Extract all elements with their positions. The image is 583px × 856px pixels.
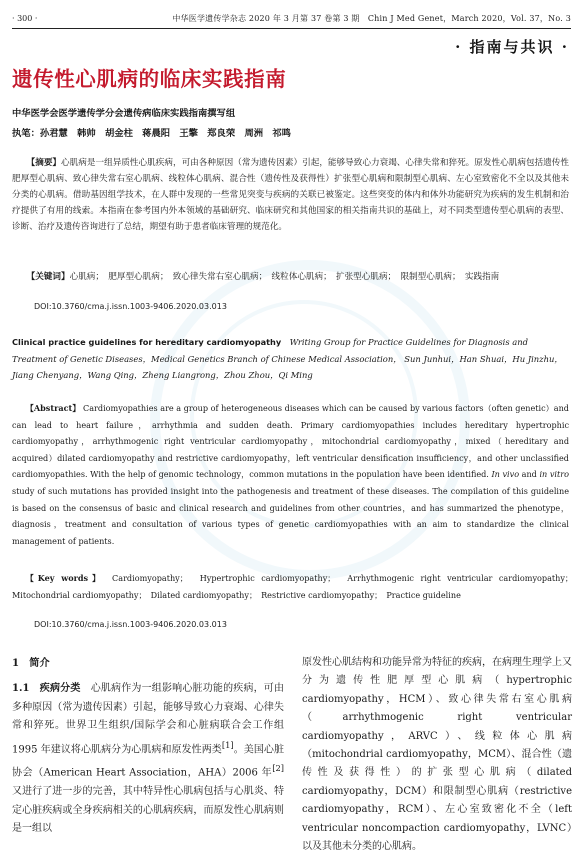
keywords-cn-text: 心肌病； 肥厚型心肌病； 致心律失常右室心肌病； 线粒体心肌病； 扩张型心肌病； 限制型心肌病； 实践指南	[69, 272, 500, 282]
section-tag: · 指南与共识 ·	[455, 38, 569, 56]
page-number: · 300 ·	[12, 13, 38, 23]
running-header	[12, 11, 571, 25]
authors-label: 执笔：	[12, 128, 40, 139]
authors-names: 孙君慧 韩帅 胡金柱 蒋晨阳 王擎 郑良荣 周洲 祁鸣	[39, 128, 291, 139]
section-heading: 1 简介	[12, 657, 50, 669]
para-text-c: 又进行了进一步的完善，其中特异性心肌病包括与心肌炎、特定心脏疾病或全身疾病相关的心肌病疾病，而原发性心肌病则是一组以	[12, 786, 284, 834]
body-column-right	[302, 654, 572, 856]
english-title: Clinical practice guidelines for hereditary cardiomyopathy	[12, 337, 282, 347]
keywords-chinese	[12, 269, 569, 286]
abstract-en-text-1: Cardiomyopathies are a group of heterogeneous diseases which can be caused by various factors（often genetic）and can lead to heart failure，arrhythmia and sudden death. Primary cardiomyopathies includes hereditary hypertrophic cardiomyopathy，arrhythmogenic right ventricular cardiomyopathy，mitochondrial cardiomyopathy，mixed（hereditary and acquired）dilated cardiomyopathy and restrictive cardiomyopathy，left ventricular densification insufficiency，and other unclassified cardiomyopathies. With the help of genomic technology，common mutations in the population have been identified.	[12, 403, 569, 480]
doi-chinese[interactable]: DOI:10.3760/cma.j.issn.1003-9406.2020.03.013	[34, 302, 227, 311]
english-title-block	[12, 334, 569, 384]
citation-ref-2[interactable]: [2]	[272, 763, 284, 774]
abstract-cn-label: 【摘要】	[26, 158, 62, 168]
subsection-label: 1.1 疾病分类	[12, 683, 81, 695]
abstract-cn-text: 心肌病是一组异质性心肌疾病，可由各种原因（常为遗传因素）引起，能够导致心力衰竭、心律失常和猝死。原发性心肌病包括遗传性肥厚型心肌病、致心律失常右室心肌病、线粒体心肌病、混合性（遗传性及获得性）扩张型心肌病和限制型心肌病、左心室致密化不全以及其他未分类的心肌病。借助基因组学技术，在人群中发现的一些常见突变与疾病的关联已被鉴定。这些突变的体内和体外功能研究为疾病的发生机制和治疗提供了有用的线索。本指南在参考国内外本领域的基础研究、临床研究和其他国家的相关指南共识的基础上，对不同类型遗传型心肌病的表型、诊断、治疗及遗传咨询进行了总结，期望有助于患者临床管理的规范化。	[12, 158, 569, 232]
abstract-en-label: 【Abstract】	[25, 403, 81, 413]
english-authors: Sun Junhui，Han Shuai，Hu Jinzhu，Jiang Chenyang，Wang Qing，Zheng Liangrong，Zhou Zhou，Qi Ming	[12, 353, 563, 380]
abstract-en-text-2: study of such mutations has provided insight into the pathogenesis and treatment of these diseases. The compilation of this guideline is based on the consensus of basic and clinical research and guidelines from other countries，and has summarized the phenotype，diagnosis，treatment and consultation of various types of genetic cardiomyopathies with an aim to standardize the clinical management of patients.	[12, 485, 569, 546]
body-column-left	[12, 654, 284, 838]
keywords-cn-label: 【关键词】	[26, 272, 70, 282]
doi-english[interactable]: DOI:10.3760/cma.j.issn.1003-9406.2020.03.013	[34, 620, 227, 629]
english-writing-group: Writing Group for Practice Guidelines for Diagnosis and Treatment of Genetic Diseases，Medical Genetics Branch of Chinese Medical Association，	[12, 337, 529, 364]
abstract-en-and: and	[521, 469, 537, 480]
keywords-en-label: 【Key words】	[25, 573, 101, 583]
author-group: 中华医学会医学遗传学分会遗传病临床实践指南撰写组	[12, 108, 236, 119]
article-title: 遗传性心肌病的临床实践指南	[12, 67, 287, 91]
header-rule	[12, 28, 571, 29]
abstract-en-in-vivo: In vivo	[491, 469, 520, 480]
citation-ref-1[interactable]: [1]	[221, 739, 234, 750]
abstract-english	[12, 400, 569, 549]
author-list	[12, 125, 291, 139]
keywords-en-text: Cardiomyopathy； Hypertrophic cardiomyopathy； Arrhythmogenic right ventricular cardiomyopathy； Mitochondrial cardiomyopathy； Dilated cardiomyopathy； Restrictive cardiomyopathy； Practice guideline	[12, 573, 578, 600]
keywords-english	[12, 570, 578, 603]
abstract-chinese	[12, 155, 569, 235]
journal-citation-line: 中华医学遗传学杂志 2020 年 3 月第 37 卷第 3 期 Chin J Med Genet，March 2020，Vol. 37，No. 3	[172, 13, 571, 23]
paragraph-continued: 原发性心肌结构和功能异常为特征的疾病，在病理生理学上又分为遗传性肥厚型心肌病（hypertrophic cardiomyopathy，HCM）、致心律失常右室心肌病（arrhythmogenic right ventricular cardiomyopathy，ARVC）、线粒体心肌病（mitochondrial cardiomyopathy，MCM）、混合性（遗传性及获得性）的扩张型心肌病（dilated cardiomyopathy，DCM）和限制型心肌病（restrictive cardiomyopathy，RCM）、左心室致密化不全（left ventricular noncompaction cardiomyopathy，LVNC）以及其他未分类的心肌病。	[302, 657, 572, 853]
paragraph-disease-classification	[12, 680, 284, 838]
para-text-b: 。美国心脏协会（American Heart Association，AHA）2006 年	[12, 743, 284, 779]
abstract-en-in-vitro: in vitro	[539, 469, 569, 480]
para-text-a: 心肌病作为一组影响心脏功能的疾病，可由多种原因（常为遗传因素）引起，能够导致心力衰竭、心律失常和猝死。世界卫生组织/国际学会和心脏病联合会工作组 1995 年建议将心肌病分为心肌病和原发性两类	[12, 683, 284, 755]
